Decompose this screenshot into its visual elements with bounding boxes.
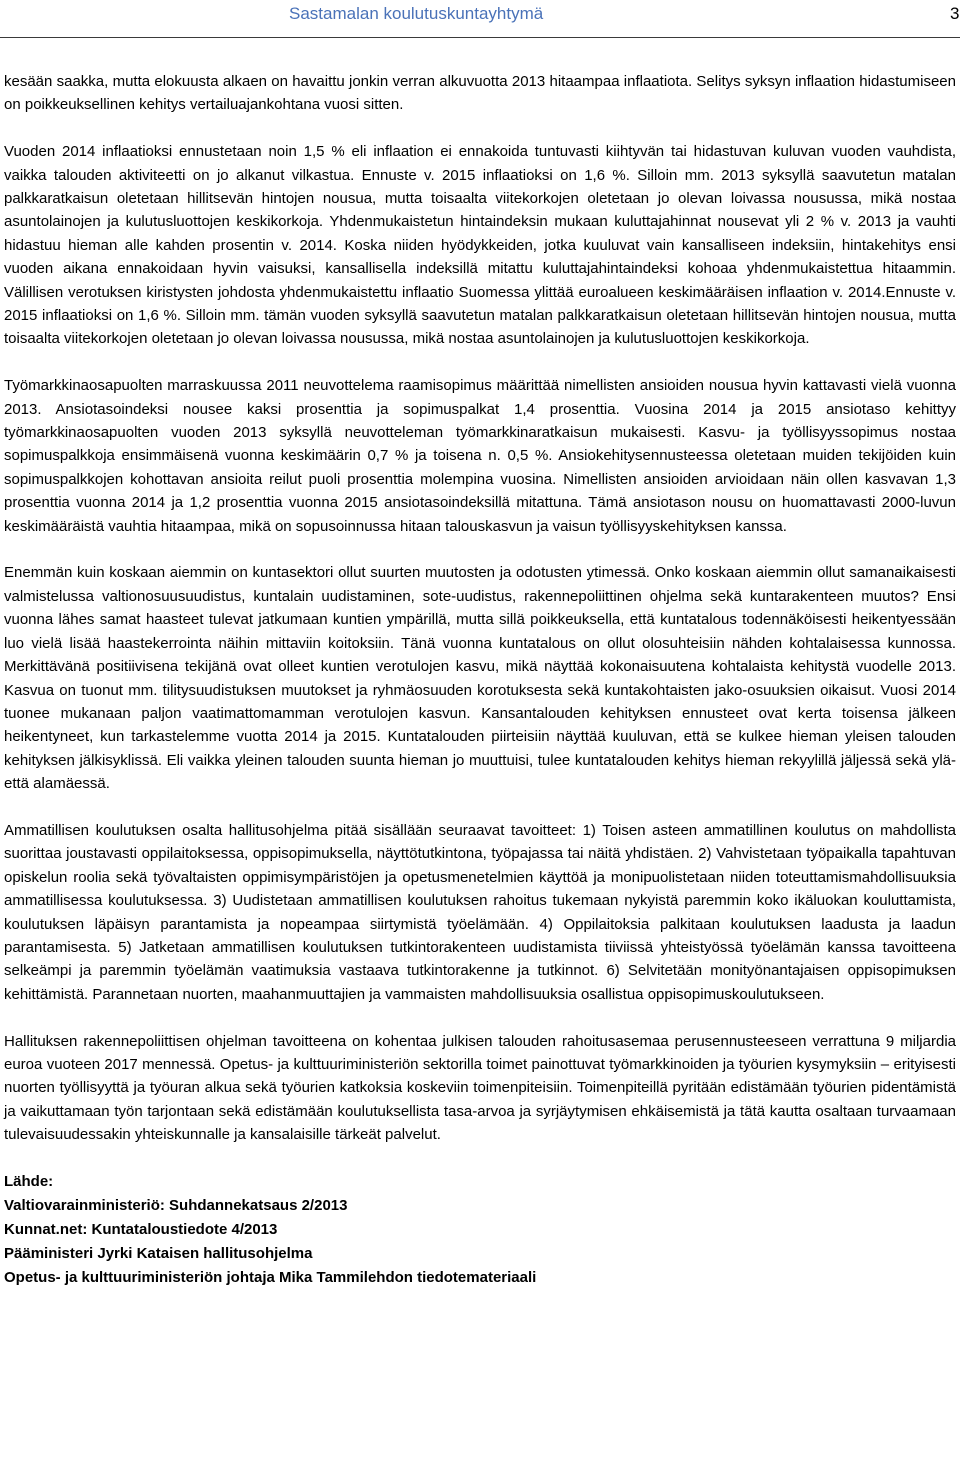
paragraph-vocational-education: Ammatillisen koulutuksen osalta hallitusohjelma pitää sisällään seuraavat tavoitteet: 1) Toisen asteen ammatillinen koulutus on mahdollista suorittaa joustavasti oppilaitoksessa, oppisopimuksella, näyttötutkintona, työpajassa tai näitä yhdistäen. 2) Vahvistetaan työpaikalla tapahtuvan opiskelun roolia sekä työvaltaisten oppimisympäristöjen ja opetusmenetelmien käyttöä ja monipuolistetaan niiden toteuttamismahdollisuuksia ammatillisessa koulutuksessa. 3) Uudistetaan ammatillisen koulutuksen rahoitus tukemaan nykyistä paremmin koko ikäluokan kouluttamista, koulutuksen läpäisyn parantamista ja nopeampaa siirtymistä työelämään. 4) Oppilaitoksia palkitaan koulutuksen laadusta ja laadun parantamisesta. 5) Jatketaan ammatillisen koulutuksen tutkintorakenteen uudistamista tiiviissä yhteistyössä työelämän kanssa tavoitteena selkeämpi ja paremmin työelämän vaatimuksia vastaava tutkintorakenne ja tutkinnot. 6) Selvitetään monityönantajaisen oppisopimuksen kehittämistä. Parannetaan nuorten, maahanmuuttajien ja vammaisten mahdollisuuksia osallistua oppisopimuskoulutukseen. <box>4 821 956 1003</box>
page-header <box>0 0 960 38</box>
source-item: Opetus- ja kulttuuriministeriön johtaja Mika Tammilehdon tiedotemateriaali <box>4 1269 537 1286</box>
paragraph-municipal-sector: Enemmän kuin koskaan aiemmin on kuntasektori ollut suurten muutosten ja odotusten ytimessä. Onko koskaan aiemmin ollut samanaikaisesti valmistelussa valtionosuusuudistus, kuntalain uudistaminen, sote-uudistus, rakennepoliittinen ohjelma sekä kuntarakenteen muutos? Ensi vuonna lähes samat haasteet tulevat jatkumaan kuntien ympärillä, mutta sillä poikkeuksella, että kuntatalous todennäköisesti heikentyessään luo vielä lisää haastekerrointa näihin mittaviin koitoksiin. Tänä vuonna kuntatalous on ollut olosuhteisiin nähden kohtalaisessa kunnossa. Merkittävänä positiivisena tekijänä ovat olleet kuntien verotulojen kasvu, mikä näyttää kokonaisuutena kohtalaista kehitystä vuodelle 2013. Kasvua on tuonut mm. tilitysuudistuksen muutokset ja ryhmäosuuden korotuksesta sekä kuntakohtaisten jako-osuuksien oikaisut. Vuosi 2014 tuonee mukanaan paljon vaatimattomamman verotulojen kasvun. Kansantalouden kehityksen ennusteet ovat kerta toisensa jälkeen heikentyneet, kun tarkastelemme vuotta 2014 ja 2015. Kuntatalouden piirteisiin näyttää kuuluvan, että se kulkee hieman yleisen talouden kehityksen jälkisyklissä. Eli vaikka yleinen talouden suunta hieman jo muuttuisi, tulee kuntatalouden kehitys hieman rekyylillä jäljessä sekä ylä- että alamäessä. <box>4 564 956 793</box>
page-number: 3 <box>950 4 960 23</box>
header-title: Sastamalan koulutuskuntayhtymä <box>289 4 544 23</box>
source-item: Kunnat.net: Kuntataloustiedote 4/2013 <box>4 1221 278 1238</box>
paragraph-inflation-intro: kesään saakka, mutta elokuusta alkaen on havaittu jonkin verran alkuvuotta 2013 hitaampaa inflaatiota. Selitys syksyn inflaation hidastumiseen on poikkeuksellinen kehitys vertailuajankohtana vuosi sitten. <box>4 73 956 114</box>
document-body <box>4 70 956 1290</box>
header-divider <box>0 37 960 38</box>
paragraph-inflation-forecast: Vuoden 2014 inflaatioksi ennustetaan noin 1,5 % eli inflaation ei ennakoida tuntuvasti kiihtyvän tai hidastuvan kuluvan vuoden vauhdista, vaikka talouden aktiviteetti on jo alkanut vilkastua. Ennuste v. 2015 inflaatioksi on 1,6 %. Silloin mm. 2013 syksyllä saavutetun matalan palkkaratkaisun oletetaan hillitsevän hintojen nousua, mutta toisaalta viitekorkojen oletetaan jo olevan loivassa nousussa, mikä nostaa asuntolainojen ja kulutusluottojen keskikorkoja. Yhdenmukaistetun hintaindeksin mukaan kuluttajahinnat nousevat yli 2 % v. 2013 ja vauhti hidastuu hieman alle kahden prosentin v. 2014. Koska niiden hyödykkeiden, jotka kuuluvat vain kansalliseen indeksiin, hintakehitys ensi vuoden aikana ennakoidaan hyvin vaisuksi, kansallisella indeksillä mitattu kuluttajahintaindeksi kohoaa yhdenmukaistettua hitaammin. Välillisen verotuksen kiristysten johdosta yhdenmukaistettu inflaatio Suomessa ylittää euroalueen keskimääräisen inflaation v. 2014.Ennuste v. 2015 inflaatioksi on 1,6 %. Silloin mm. tämän vuoden syksyllä saavutetun matalan palkkaratkaisun oletetaan hillitsevän hintojen nousua, mutta toisaalta viitekorkojen oletetaan jo olevan loivassa nousussa, mikä nostaa asuntolainojen ja kulutusluottojen keskikorkoja. <box>4 143 956 348</box>
sources-heading: Lähde: <box>4 1173 54 1190</box>
sources-section <box>4 1170 956 1290</box>
source-item: Valtiovarainministeriö: Suhdannekatsaus 2/2013 <box>4 1197 348 1214</box>
paragraph-structural-policy: Hallituksen rakennepoliittisen ohjelman tavoitteena on kohentaa julkisen talouden rahoitusasemaa perusennusteeseen verrattuna 9 miljardia euroa vuoteen 2017 mennessä. Opetus- ja kulttuuriministeriön sektorilla toimet painottuvat työmarkkinoiden ja työurien kysymyksiin – erityisesti nuorten työllisyyttä ja työuran alkua sekä työurien katkoksia koskeviin toimenpiteisiin. Toimenpiteillä pyritään edistämään työurien pidentämistä ja vaikuttamaan työn tarjontaan sekä edistämään koulutuksellista tasa-arvoa ja syrjäytymisen ehkäisemistä ja tätä kautta osaltaan turvaamaan tulevaisuudessakin yhteiskunnalle ja kansalaisille tärkeät palvelut. <box>4 1032 956 1144</box>
source-item: Pääministeri Jyrki Kataisen hallitusohjelma <box>4 1245 313 1262</box>
paragraph-labour-market: Työmarkkinaosapuolten marraskuussa 2011 neuvottelema raamisopimus määrittää nimellisten ansioiden nousua hyvin kattavasti vielä vuonna 2013. Ansiotasoindeksi nousee kaksi prosenttia ja sopimuspalkat 1,4 prosenttia. Vuosina 2014 ja 2015 ansiotaso kehittyy työmarkkinaosapuolten vuoden 2013 syksyllä neuvotteleman työmarkkinaratkaisun mukaisesti. Kasvu- ja työllisyyssopimus nostaa sopimuspalkkoja ensimmäisenä vuonna keskimäärin 0,7 % ja toisena n. 0,5 %. Ansiokehitysennusteessa oletetaan muiden tekijöiden kuin sopimuspalkkojen kohottavan ansioita reilut puoli prosenttia molempina vuosina. Nimellisten ansioiden arvioidaan näin ollen kasvavan 1,3 prosenttia vuonna 2014 ja 1,2 prosenttia vuonna 2015 ansiotasoindeksillä mitattuna. Tämä ansiotason nousu on huomattavasti 2000-luvun keskimääräistä vauhtia hitaampaa, mikä on sopusoinnussa hitaan talouskasvun ja vaisun työllisyyskehityksen kanssa. <box>4 377 956 535</box>
